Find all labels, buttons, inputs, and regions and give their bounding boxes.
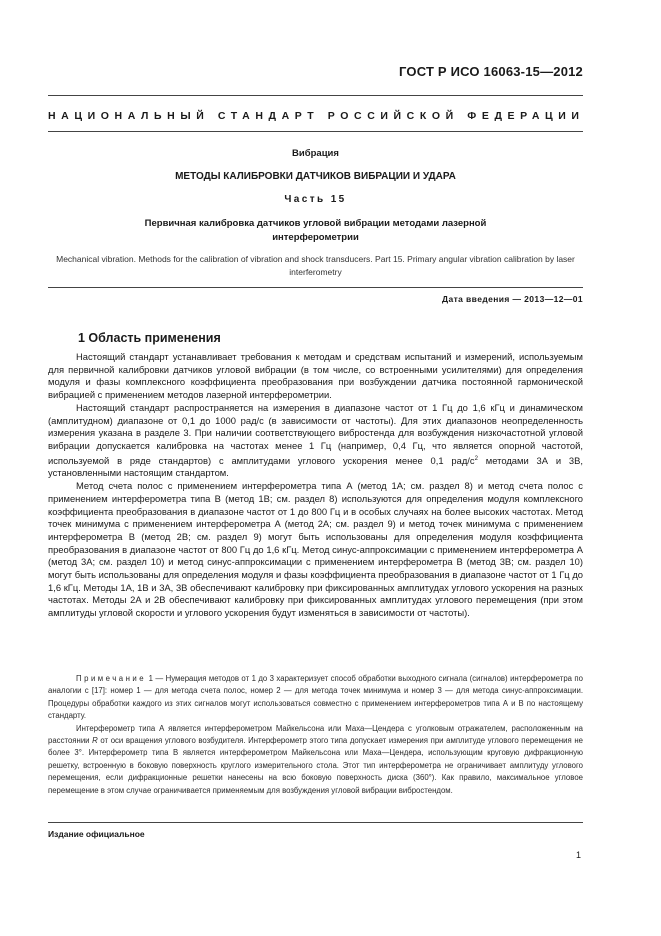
note-1 <box>48 673 583 723</box>
note-2-radius-symbol: R <box>92 736 98 746</box>
title-subject: Вибрация <box>292 148 339 159</box>
header-rule <box>48 95 583 96</box>
paragraph-2 <box>48 402 583 480</box>
note-2 <box>48 723 583 797</box>
title-rule <box>48 287 583 288</box>
footer-rule <box>48 822 583 823</box>
note-1-text: 1 — Нумерация методов от 1 до 3 характеризует способ обработки выходного сигнала (сигналов) интерферометра по аналогии с [17]: номер 1 — для метода счета полос, номер 2 — для метода точек минимума и номер 3 — для метода синус-аппроксимации. Процедуры обработки каждого из этих сигналов могут использоваться совместно с применением интерферометров типа А и В по настоящему стандарту. <box>48 674 583 721</box>
notes-block <box>48 673 583 797</box>
title-main: МЕТОДЫ КАЛИБРОВКИ ДАТЧИКОВ ВИБРАЦИИ И УДАРА <box>175 171 456 182</box>
note-label: Примечание <box>76 674 147 683</box>
note-2-text-b: от оси вращения углового возбудителя. Интерферометр этого типа допускает измерения при амплитуде углового перемещения не более 3°. Интерферометр типа В является интерферометром Майкельсона или Маха—Цендера, использующим круговую дифракционную решетку, встроенную в боковую поверхность круглого измерительного стола. Этот тип интерферометра не ограничивает амплитуду углового перемещения, если дифракционные решетки нанесены на всю боковую поверхность диска (360°). Как правило, максимальное угловое перемещение в этом случае ограничивается применяемым для возбуждения угловой вибрации вибростендом. <box>48 736 583 795</box>
superscript-2: 2 <box>474 455 478 462</box>
paragraph-3: Метод счета полос с применением интерферометра типа А (метод 1А; см. раздел 8) и метод счета полос с применением интерферометра типа В (метод 1В; см. раздел 8) используются для определения модуля комплексного коэффициента преобразования в диапазоне частот от 1 до 800 Гц и в особых случаях на более высоких частотах. Метод точек минимума с применением интерферометра А (метод 2А; см. раздел 9) и метод точек минимума с применением интерферометра В (метод 2В; см. раздел 9) могут быть использованы для определения модуля коэффициента преобразования в диапазоне частот от 800 Гц до 1,6 кГц. Метод синус-аппроксимации с применением интерферометра А (метод 3А; см. раздел 10) и метод синус-аппроксимации с применением интерферометра В (метод 3В; см. раздел 10) могут быть использованы для определения модуля и фазы коэффициента преобразования в диапазоне частот от 1 Гц до 1,6 кГц. Методы 1А, 1В и 3А, 3В обеспечивают калибровку при фиксированных амплитудах углового ускорения на разных частотах. Методы 2А и 2В обеспечивают калибровку при фиксированных амплитудах углового перемещения (при этом амплитуды угловой скорости и углового ускорения будут изменяться в зависимости от частоты). <box>48 480 583 619</box>
paragraph-2-text-b: методами 3А и 3В, установленными настоящим стандартом. <box>48 454 584 479</box>
note-2-text-a: Интерферометр типа А является интерферометром Майкельсона или Маха—Цендера с уголковым отражателем, расположенным на расстоянии <box>48 723 583 746</box>
paragraph-1: Настоящий стандарт устанавливает требования к методам и средствам испытаний и измерений, используемым для первичной калибровки датчиков угловой вибрации (в том числе, со встроенными усилителями) для определения модуля и фазы комплексного коэффициента преобразования при возбуждении датчика постоянной гармонической вибрацией с применением методов лазерной интерферометрии. <box>48 351 583 401</box>
document-code: ГОСТ Р ИСО 16063-15—2012 <box>398 64 583 79</box>
official-edition: Издание официальное <box>48 829 145 839</box>
section-heading: 1 Область применения <box>78 331 221 345</box>
title-english: Mechanical vibration. Methods for the calibration of vibration and shock transducers. Part 15. Primary angular vibration calibration by laser interferometry <box>56 254 575 277</box>
national-standard-heading: НАЦИОНАЛЬНЫЙ СТАНДАРТ РОССИЙСКОЙ ФЕДЕРАЦИИ <box>48 110 585 122</box>
title-block <box>48 148 583 278</box>
title-part: Часть 15 <box>284 194 347 205</box>
page-number: 1 <box>575 850 581 860</box>
section-body <box>48 351 583 620</box>
introduction-date: Дата введения — 2013—12—01 <box>442 294 583 304</box>
paragraph-2-text-a: Настоящий стандарт распространяется на измерения в диапазоне частот от 1 Гц до 1,6 кГц и динамическом (амплитудном) диапазоне от 0,1 до 1000 рад/с (в зависимости от частоты). Для этих диапазонов неопределенность измерения указана в разделе 3. При наличии соответствующего вибростенда для возбуждения низкочастотной угловой вибрации допускается калибровка на частотах менее 1 Гц (например, 0,4 Гц, что является опорной частотой, используемой в ряде стандартов) с амплитудами углового ускорения менее 0,1 рад/с <box>48 401 583 466</box>
national-rule <box>48 131 583 132</box>
title-subtitle: Первичная калибровка датчиков угловой вибрации методами лазерной интерферометрии <box>144 218 487 243</box>
